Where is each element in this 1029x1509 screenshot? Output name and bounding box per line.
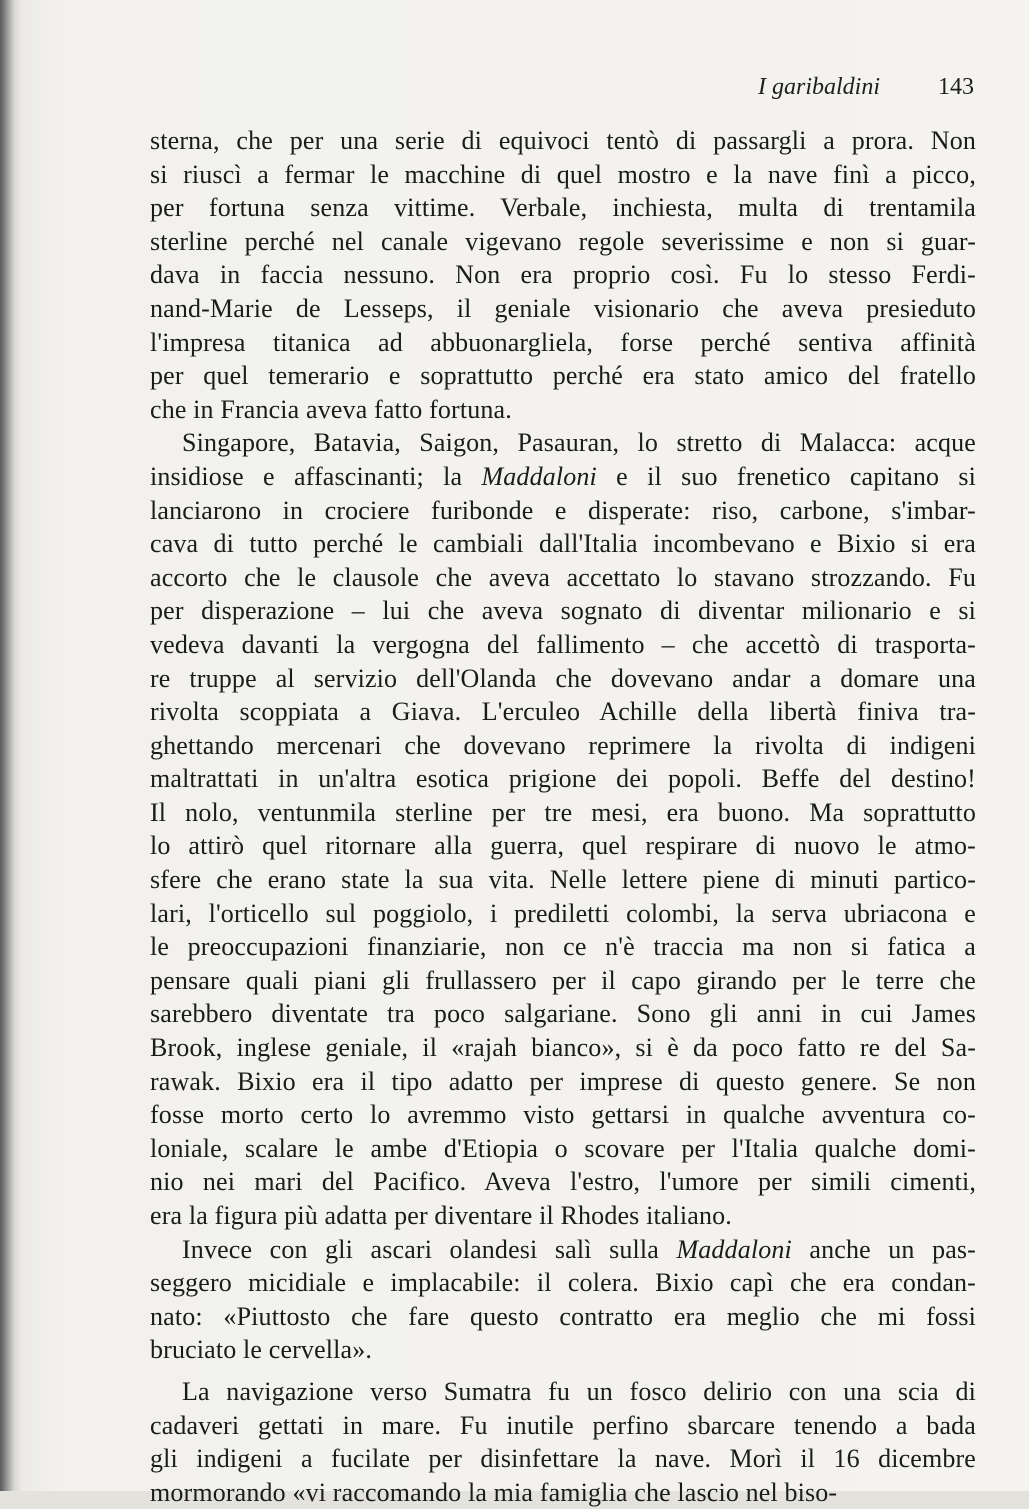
text-line: nand-Marie de Lesseps, il geniale visionario che aveva presieduto xyxy=(150,293,976,323)
text-line: cava di tutto perché le cambiali dall'Italia incombevano e Bixio si era xyxy=(150,529,976,559)
text-line: sfere che erano state la sua vita. Nelle lettere piene di minuti partico- xyxy=(150,865,976,895)
text-line: sarebbero diventate tra poco salgariane. Sono gli anni in cui James xyxy=(150,999,976,1029)
text-line: rivolta scoppiata a Giava. L'erculeo Achille della libertà finiva tra- xyxy=(150,697,976,727)
page-number: 143 xyxy=(938,74,974,100)
body-text xyxy=(150,124,976,1509)
paragraph-gap xyxy=(150,1367,976,1375)
text-line: vedeva davanti la vergogna del fallimento – che accettò di trasporta- xyxy=(150,629,976,659)
text-line: sterline perché nel canale vigevano regole severissime e non si guar- xyxy=(150,226,976,256)
text-line: accorto che le clausole che aveva accettato lo stavano strozzando. Fu xyxy=(150,562,976,592)
text-line: si riuscì a fermar le macchine di quel mostro e la nave finì a picco, xyxy=(150,159,976,189)
text-line: La navigazione verso Sumatra fu un fosco delirio con una scia di xyxy=(182,1376,976,1406)
text-line: dava in faccia nessuno. Non era proprio così. Fu lo stesso Ferdi- xyxy=(150,260,976,290)
text-line: sterna, che per una serie di equivoci tentò di passargli a prora. Non xyxy=(150,126,976,155)
text-line: per quel temerario e soprattutto perché era stato amico del fratello xyxy=(150,361,976,391)
text-line: maltrattati in un'altra esotica prigione dei popoli. Beffe del destino! xyxy=(150,764,976,794)
text-line: gli indigeni a fucilate per disinfettare la nave. Morì il 16 dicembre xyxy=(150,1444,976,1474)
text-line: pensare quali piani gli frullassero per il capo girando per le terre che xyxy=(150,965,976,995)
running-title: I garibaldini xyxy=(757,74,880,100)
text-line: per fortuna senza vittime. Verbale, inchiesta, multa di trentamila xyxy=(150,193,976,223)
text-line: nio nei mari del Pacifico. Aveva l'estro, l'umore per simili cimenti, xyxy=(150,1167,976,1197)
text-line: per disperazione – lui che aveva sognato di diventar milionario e si xyxy=(150,596,976,626)
text-line: rawak. Bixio era il tipo adatto per imprese di questo genere. Se non xyxy=(150,1066,976,1096)
text-line: re truppe al servizio dell'Olanda che dovevano andar a domare una xyxy=(150,663,976,693)
text-line: mormorando «vi raccomando la mia famiglia che lascio nel biso- xyxy=(150,1477,838,1507)
paragraph xyxy=(150,426,976,1232)
text-line: era la figura più adatta per diventare il Rhodes italiano. xyxy=(150,1201,732,1230)
paragraph xyxy=(150,1375,976,1509)
text-line: cadaveri gettati in mare. Fu inutile perfino sbarcare tenendo a bada xyxy=(150,1410,976,1440)
text-line: ghettando mercenari che dovevano reprimere la rivolta di indigeni xyxy=(150,730,976,760)
text-line: Singapore, Batavia, Saigon, Pasauran, lo stretto di Malacca: acque xyxy=(182,428,976,458)
text-line: Il nolo, ventunmila sterline per tre mesi, era buono. Ma soprattutto xyxy=(150,797,976,827)
text-line: Invece con gli ascari olandesi salì sulla Maddaloni anche un pas- xyxy=(182,1234,976,1264)
text-line: nato: «Piuttosto che fare questo contratto era meglio che mi fossi xyxy=(150,1301,976,1331)
text-line: lari, l'orticello sul poggiolo, i prediletti colombi, la serva ubriacona e xyxy=(150,898,976,928)
paragraph xyxy=(150,124,976,426)
paragraph xyxy=(150,1233,976,1367)
text-line: loniale, scalare le ambe d'Etiopia o scovare per l'Italia qualche domi- xyxy=(150,1133,976,1163)
text-line: bruciato le cervella». xyxy=(150,1335,373,1365)
page-header xyxy=(150,74,974,104)
text-line: Brook, inglese geniale, il «rajah bianco», si è da poco fatto re del Sa- xyxy=(150,1033,976,1063)
text-line: lo attirò quel ritornare alla guerra, quel respirare di nuovo le atmo- xyxy=(150,831,976,861)
text-line: le preoccupazioni finanziarie, non ce n'è traccia ma non si fatica a xyxy=(150,932,976,962)
text-line: insidiose e affascinanti; la Maddaloni e il suo frenetico capitano si xyxy=(150,461,976,491)
text-line: l'impresa titanica ad abbuonargliela, forse perché sentiva affinità xyxy=(150,327,976,357)
text-line: lanciarono in crociere furibonde e disperate: riso, carbone, s'imbar- xyxy=(150,495,976,525)
spine-shadow xyxy=(0,0,14,1491)
text-line: seggero micidiale e implacabile: il colera. Bixio capì che era condan- xyxy=(150,1268,976,1298)
text-line: che in Francia aveva fatto fortuna. xyxy=(150,394,512,424)
text-line: fosse morto certo lo avremmo visto gettarsi in qualche avventura co- xyxy=(150,1100,976,1130)
